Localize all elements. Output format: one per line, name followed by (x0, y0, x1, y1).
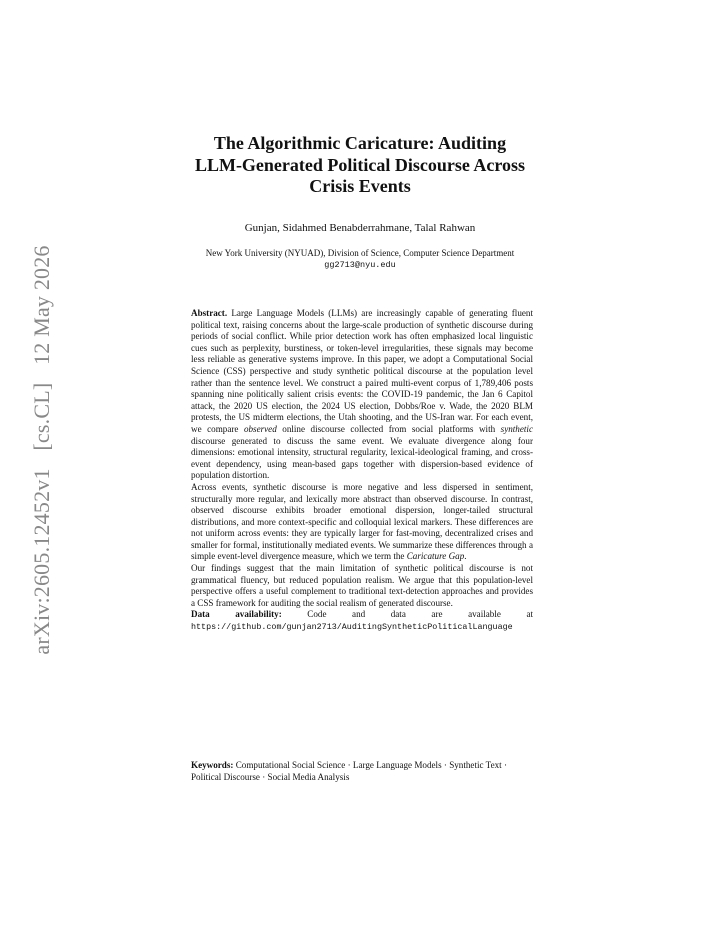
title-line: Crisis Events (309, 176, 411, 196)
keywords (191, 760, 533, 783)
arxiv-id: arXiv:2605.12452v1 (29, 468, 54, 655)
abstract-text: Our findings suggest that the main limitation of synthetic political discourse is not grammatical fluency, but reduced population realism. We argue that this population-level perspective offers a useful complement to traditional text-detection approaches and provides a CSS framework for auditing the social realism of generated discourse. (191, 563, 533, 608)
affiliation-block (130, 248, 590, 271)
abstract-text: discourse generated to discuss the same event. We evaluate divergence along four dimensions: emotional intensity, structural regularity, lexical-ideological framing, and cross-event dependency, using mean-based gaps together with dispersion-based evidence of population distortion. (191, 435, 533, 481)
paper-title (130, 133, 590, 198)
title-line: LLM-Generated Political Discourse Across (194, 154, 526, 175)
arxiv-side-identifier (29, 239, 55, 660)
abstract-paragraph-3 (191, 563, 533, 609)
abstract-paragraph-2 (191, 482, 533, 563)
data-availability-label: Data availability: (191, 609, 282, 620)
author-list: Gunjan, Sidahmed Benabderrahmane, Talal Rahwan (244, 222, 476, 234)
arxiv-category: [cs.CL] (29, 382, 54, 451)
title-line: The Algorithmic Caricature: Auditing (213, 133, 507, 153)
emphasis-caricature-gap: Caricature Gap (406, 551, 465, 562)
keywords-label: Keywords: (191, 760, 234, 770)
abstract (191, 308, 533, 634)
author-email[interactable]: gg2713@nyu.edu (324, 259, 396, 270)
abstract-text: Large Language Models (LLMs) are increasingly capable of generating fluent political text, raising concerns about the large-scale production of synthetic discourse during periods of social conflict. While prior detection work has often emphasized local linguistic cues such as perplexity, burstiness, or token-level irregularities, these signals may become less reliable as generative systems improve. In this paper, we adopt a Computational Social Science (CSS) perspective and study synthetic political discourse at the population level rather than the sentence level. We construct a paired multi-event corpus of 1,789,406 posts spanning nine politically salient crisis events: the COVID-19 pandemic, the Jan 6 Capitol attack, the 2020 US election, the 2024 US election, Dobbs/Roe v. Wade, the 2020 BLM protests, the US midterm elections, the Utah shooting, and the US-Iran war. For each event, we compare (191, 308, 533, 434)
keywords-text: Computational Social Science · Large Language Models · Synthetic Text · Political Discourse · Social Media Analysis (191, 760, 507, 782)
emphasis-observed: observed (243, 423, 277, 434)
emphasis-synthetic: synthetic (500, 423, 533, 434)
abstract-text: Across events, synthetic discourse is more negative and less dispersed in sentiment, structurally more regular, and lexically more abstract than observed discourse. In contrast, observed discourse exhibits broader emotional dispersion, longer-tailed structural distributions, and more context-specific and colloquial lexical markers. These differences are not uniform across events: they are typically larger for fast-moving, decentralized crises and smaller for formal, institutionally mediated events. We summarize these differences through a simple event-level divergence measure, which we term the (191, 481, 533, 562)
data-availability-text: Code and data are available at (307, 609, 534, 620)
affiliation: New York University (NYUAD), Division of Science, Computer Science Department (205, 248, 515, 258)
abstract-label: Abstract. (191, 308, 228, 318)
abstract-text: . (464, 551, 467, 562)
abstract-text: online discourse collected from social platforms with (282, 423, 496, 434)
arxiv-date: 12 May 2026 (29, 245, 54, 365)
abstract-paragraph-1 (191, 308, 533, 482)
repository-link[interactable]: https://github.com/gunjan2713/AuditingSyntheticPoliticalLanguage (191, 622, 513, 633)
data-availability (191, 609, 533, 633)
